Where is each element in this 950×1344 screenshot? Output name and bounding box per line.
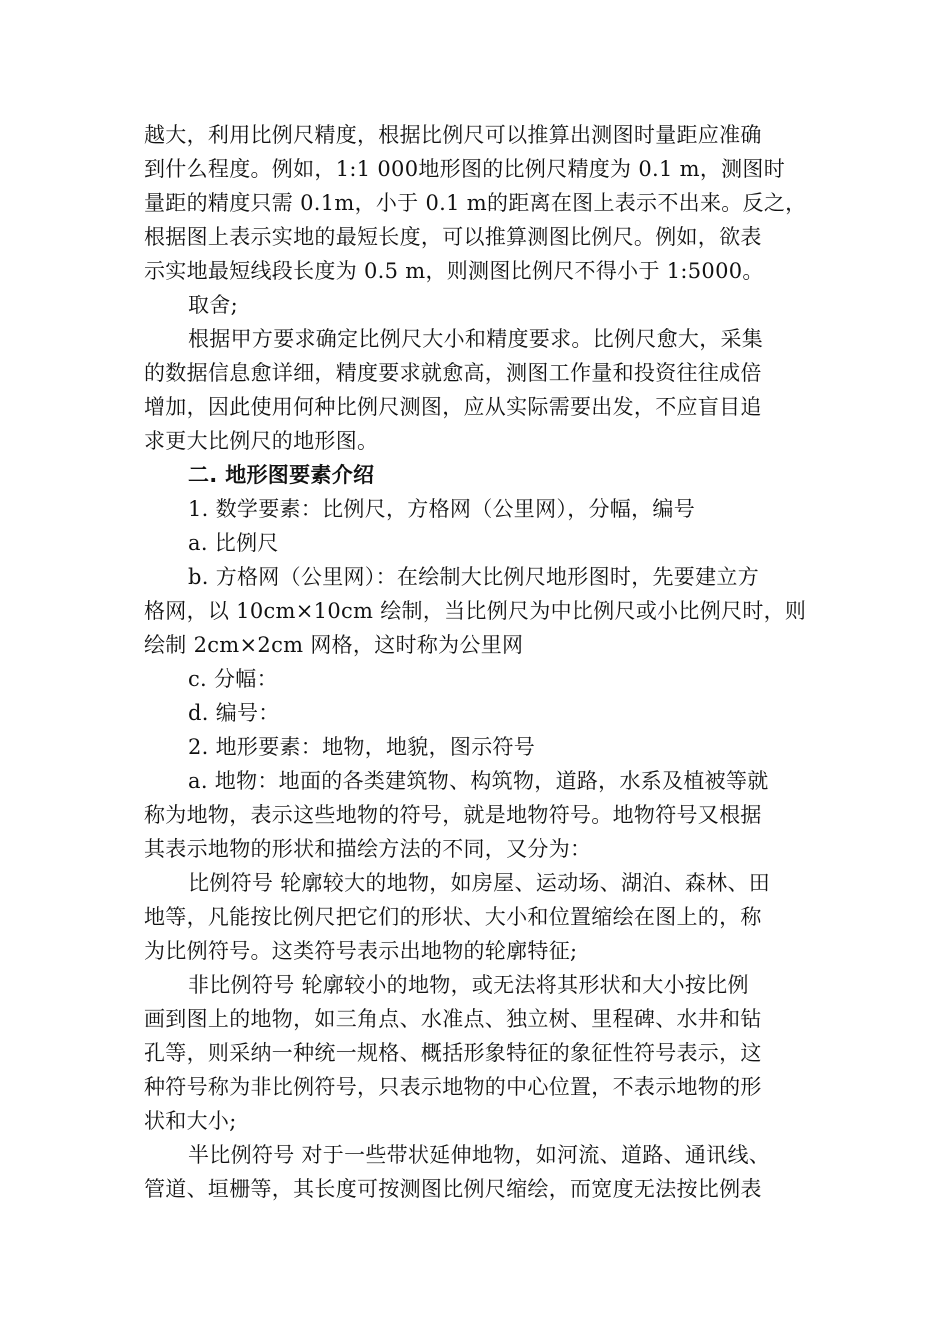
text-line: d. 编号： bbox=[188, 701, 280, 725]
text-line: a. 地物：地面的各类建筑物、构筑物，道路，水系及植被等就 bbox=[188, 769, 769, 793]
text-line: b. 方格网（公里网）：在绘制大比例尺地形图时，先要建立方 bbox=[188, 565, 759, 589]
text-line: 取舍; bbox=[188, 293, 238, 317]
text-line: 根据图上表示实地的最短长度，可以推算测图比例尺。例如，欲表 bbox=[144, 225, 762, 249]
text-line: 绘制 2cm×2cm 网格，这时称为公里网 bbox=[144, 633, 524, 657]
text-line: 增加，因此使用何种比例尺测图，应从实际需要出发，不应盲目追 bbox=[144, 395, 762, 419]
text-line: 画到图上的地物，如三角点、水准点、独立树、里程碑、水井和钻 bbox=[144, 1007, 762, 1031]
text-line: 称为地物，表示这些地物的符号，就是地物符号。地物符号又根据 bbox=[144, 803, 762, 827]
text-line: 求更大比例尺的地形图。 bbox=[144, 429, 379, 453]
text-line: 1. 数学要素：比例尺，方格网（公里网），分幅，编号 bbox=[188, 497, 696, 521]
text-line: 种符号称为非比例符号，只表示地物的中心位置，不表示地物的形 bbox=[144, 1075, 762, 1099]
text-line: 孔等，则采纳一种统一规格、概括形象特征的象征性符号表示，这 bbox=[144, 1041, 762, 1065]
text-line: 地等，凡能按比例尺把它们的形状、大小和位置缩绘在图上的，称 bbox=[144, 905, 762, 929]
text-line: 管道、垣栅等，其长度可按测图比例尺缩绘，而宽度无法按比例表 bbox=[144, 1177, 762, 1201]
text-line: 到什么程度。例如，1:1 000地形图的比例尺精度为 0.1 m，测图时 bbox=[144, 157, 786, 181]
text-line: 非比例符号 轮廓较小的地物，或无法将其形状和大小按比例 bbox=[188, 973, 749, 997]
text-line: 量距的精度只需 0.1m，小于 0.1 m的距离在图上表示不出来。反之， bbox=[144, 191, 807, 215]
text-line: 半比例符号 对于一些带状延伸地物，如河流、道路、通讯线、 bbox=[188, 1143, 771, 1167]
document-page bbox=[144, 118, 812, 1206]
text-line: 其表示地物的形状和描绘方法的不同，又分为： bbox=[144, 837, 592, 861]
text-line: 示实地最短线段长度为 0.5 m，则测图比例尺不得小于 1:5000。 bbox=[144, 259, 764, 283]
text-line: 比例符号 轮廓较大的地物，如房屋、运动场、湖泊、森林、田 bbox=[188, 871, 771, 895]
text-line: 为比例符号。这类符号表示出地物的轮廓特征; bbox=[144, 939, 578, 963]
text-line: 根据甲方要求确定比例尺大小和精度要求。比例尺愈大，采集 bbox=[188, 327, 764, 351]
text-line: c. 分幅： bbox=[188, 667, 278, 691]
text-line: 越大，利用比例尺精度，根据比例尺可以推算出测图时量距应准确 bbox=[144, 123, 762, 147]
text-line: 2. 地形要素：地物，地貌，图示符号 bbox=[188, 735, 536, 759]
text-line: 状和大小; bbox=[144, 1109, 237, 1133]
text-line: 格网，以 10cm×10cm 绘制，当比例尺为中比例尺或小比例尺时，则 bbox=[144, 599, 807, 623]
text-line: a. 比例尺 bbox=[188, 531, 279, 555]
text-line: 的数据信息愈详细，精度要求就愈高，测图工作量和投资往往成倍 bbox=[144, 361, 762, 385]
section-heading: 二. 地形图要素介绍 bbox=[188, 463, 375, 487]
